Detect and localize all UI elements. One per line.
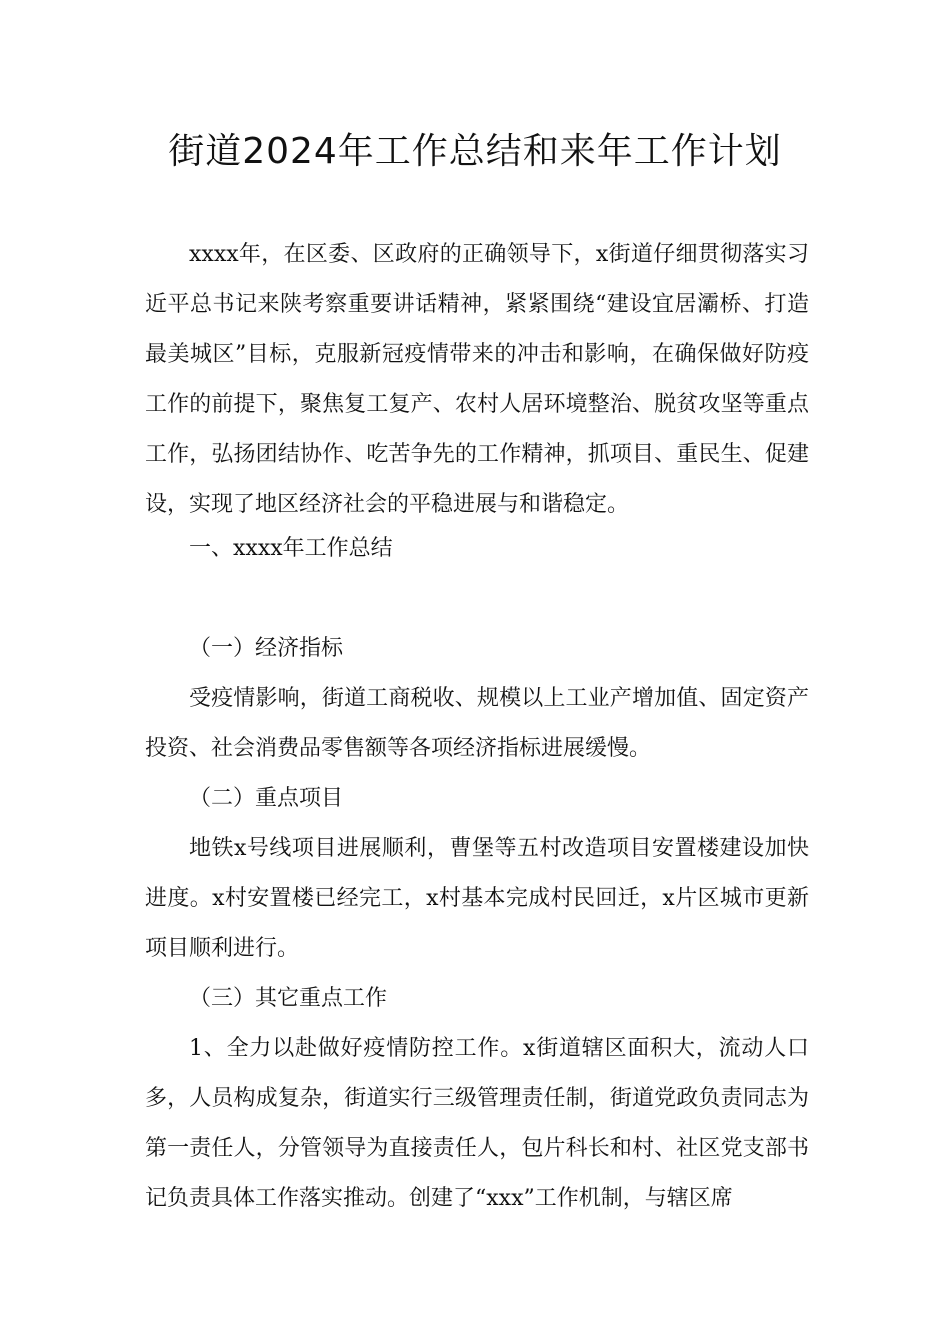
- economic-paragraph: 受疫情影响，街道工商税收、规模以上工业产增加值、固定资产投资、社会消费品零售额等各项经济指标进展缓慢。: [145, 686, 809, 761]
- document-title: 街道2024年工作总结和来年工作计划: [168, 131, 782, 172]
- projects-paragraph: 地铁x号线项目进展顺利，曹堡等五村改造项目安置楼建设加快进度。x村安置楼已经完工，x村基本完成村民回迁，x片区城市更新项目顺利进行。: [145, 836, 809, 961]
- subsection-heading-economic: （一）经济指标: [189, 636, 344, 661]
- section-heading-summary: 一、xxxx年工作总结: [189, 536, 393, 561]
- other-work-item-1: 1、全力以赴做好疫情防控工作。x街道辖区面积大，流动人口多，人员构成复杂，街道实行三级管理责任制，街道党政负责同志为第一责任人，分管领导为直接责任人，包片科长和村、社区党支部书记负责具体工作落实推动。创建了“xxx”工作机制，与辖区席: [145, 1036, 809, 1211]
- subsection-heading-other: （三）其它重点工作: [189, 986, 388, 1011]
- subsection-heading-projects: （二）重点项目: [189, 786, 344, 811]
- intro-paragraph: xxxx年，在区委、区政府的正确领导下，x街道仔细贯彻落实习近平总书记来陕考察重要讲话精神，紧紧围绕“建设宜居灞桥、打造最美城区”目标，克服新冠疫情带来的冲击和影响，在确保做好防疫工作的前提下，聚焦复工复产、农村人居环境整治、脱贫攻坚等重点工作，弘扬团结协作、吃苦争先的工作精神，抓项目、重民生、促建设，实现了地区经济社会的平稳进展与和谐稳定。: [145, 242, 809, 517]
